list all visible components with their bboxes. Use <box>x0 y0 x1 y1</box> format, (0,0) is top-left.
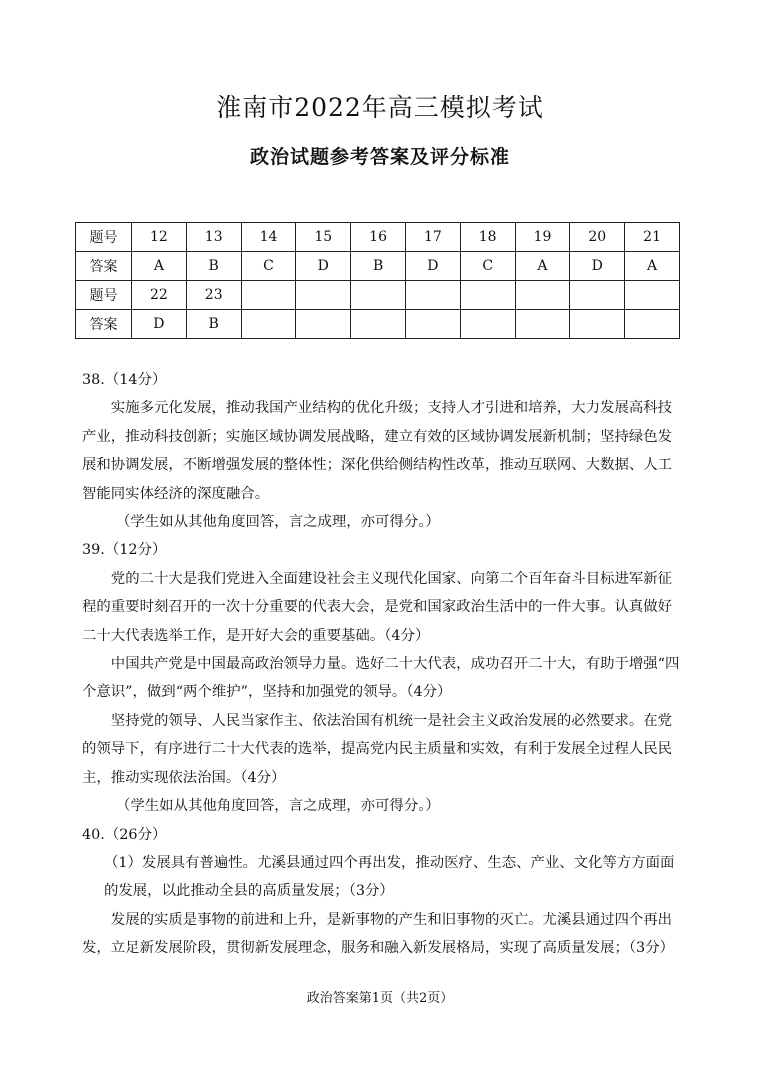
table-cell: B <box>351 252 406 281</box>
q38-paragraph: 实施多元化发展，推动我国产业结构的优化升级；支持人才引进和培养，大力发展高科技产业，推动科技创新；实施区域协调发展战略，建立有效的区域协调发展新机制；坚持绿色发展和协调发展，不断增强发展的整体性；深化供给侧结构性改革，推动互联网、大数据、人工智能同实体经济的深度融合。 <box>82 400 673 502</box>
table-cell: C <box>241 252 296 281</box>
table-cell: 17 <box>405 223 460 252</box>
table-cell <box>351 310 406 339</box>
table-cell <box>296 281 351 310</box>
table-cell: D <box>570 252 625 281</box>
table-cell <box>241 310 296 339</box>
table-row <box>76 252 680 281</box>
answer-body <box>82 366 680 963</box>
table-cell <box>460 281 515 310</box>
table-cell: A <box>515 252 570 281</box>
table-cell: D <box>296 252 351 281</box>
table-cell: 16 <box>351 223 406 252</box>
q39-paragraph-2: 中国共产党是中国最高政治领导力量。选好二十大代表，成功召开二十大，有助于增强“四个意识”，做到“两个维护”，坚持和加强党的领导。（4分） <box>82 656 680 701</box>
table-cell: 21 <box>625 223 680 252</box>
table-cell: A <box>625 252 680 281</box>
table-cell: 23 <box>186 281 241 310</box>
table-cell: 14 <box>241 223 296 252</box>
q39-heading: 39.（12分） <box>82 542 167 559</box>
page-title: 淮南市2022年高三模拟考试 <box>216 93 544 122</box>
table-row <box>76 223 680 252</box>
row-label: 题号 <box>76 281 132 310</box>
page-footer: 政治答案第1页（共2页） <box>306 991 454 1006</box>
table-cell: A <box>132 252 187 281</box>
table-cell: 20 <box>570 223 625 252</box>
table-cell <box>515 310 570 339</box>
table-cell <box>570 310 625 339</box>
row-label: 答案 <box>76 252 132 281</box>
table-cell: D <box>405 252 460 281</box>
table-row <box>76 310 680 339</box>
q40-heading: 40.（26分） <box>82 826 167 843</box>
q38-heading: 38.（14分） <box>82 372 167 388</box>
table-cell <box>515 281 570 310</box>
answer-table <box>75 222 680 339</box>
q39-note: （学生如从其他角度回答，言之成理，亦可得分。） <box>116 798 440 815</box>
q39-paragraph-3: 坚持党的领导、人民当家作主、依法治国有机统一是社会主义政治发展的必然要求。在党的领导下，有序进行二十大代表的选举，提高党内民主质量和实效，有利于发展全过程人民民主，推动实现依法治国。（4分） <box>82 712 673 786</box>
table-cell: B <box>186 310 241 339</box>
table-cell: C <box>460 252 515 281</box>
q38-note: （学生如从其他角度回答，言之成理，亦可得分。） <box>116 514 440 531</box>
table-cell: 13 <box>186 223 241 252</box>
table-cell <box>405 310 460 339</box>
table-cell: 19 <box>515 223 570 252</box>
page-subtitle: 政治试题参考答案及评分标准 <box>249 146 510 168</box>
table-cell: B <box>186 252 241 281</box>
table-cell <box>405 281 460 310</box>
row-label: 题号 <box>76 223 132 252</box>
table-cell <box>351 281 406 310</box>
table-cell <box>296 310 351 339</box>
table-cell: 22 <box>132 281 187 310</box>
table-cell <box>570 281 625 310</box>
q40-paragraph-1: （1）发展具有普遍性。尤溪县通过四个再出发，推动医疗、生态、产业、文化等方方面面的发展，以此推动全县的高质量发展；（3分） <box>104 854 675 900</box>
table-cell <box>241 281 296 310</box>
q39-paragraph-1: 党的二十大是我们党进入全面建设社会主义现代化国家、向第二个百年奋斗目标进军新征程的重要时刻召开的一次十分重要的代表大会，是党和国家政治生活中的一件大事。认真做好二十大代表选举工作，是开好大会的重要基础。（4分） <box>82 570 673 644</box>
table-cell: D <box>132 310 187 339</box>
row-label: 答案 <box>76 310 132 339</box>
table-cell: 12 <box>132 223 187 252</box>
table-cell <box>625 281 680 310</box>
table-cell <box>625 310 680 339</box>
table-cell <box>460 310 515 339</box>
table-cell: 15 <box>296 223 351 252</box>
table-row <box>76 281 680 310</box>
table-cell: 18 <box>460 223 515 252</box>
q40-paragraph-2: 发展的实质是事物的前进和上升，是新事物的产生和旧事物的灭亡。尤溪县通过四个再出发，立足新发展阶段，贯彻新发展理念，服务和融入新发展格局，实现了高质量发展；（3分） <box>82 911 674 957</box>
